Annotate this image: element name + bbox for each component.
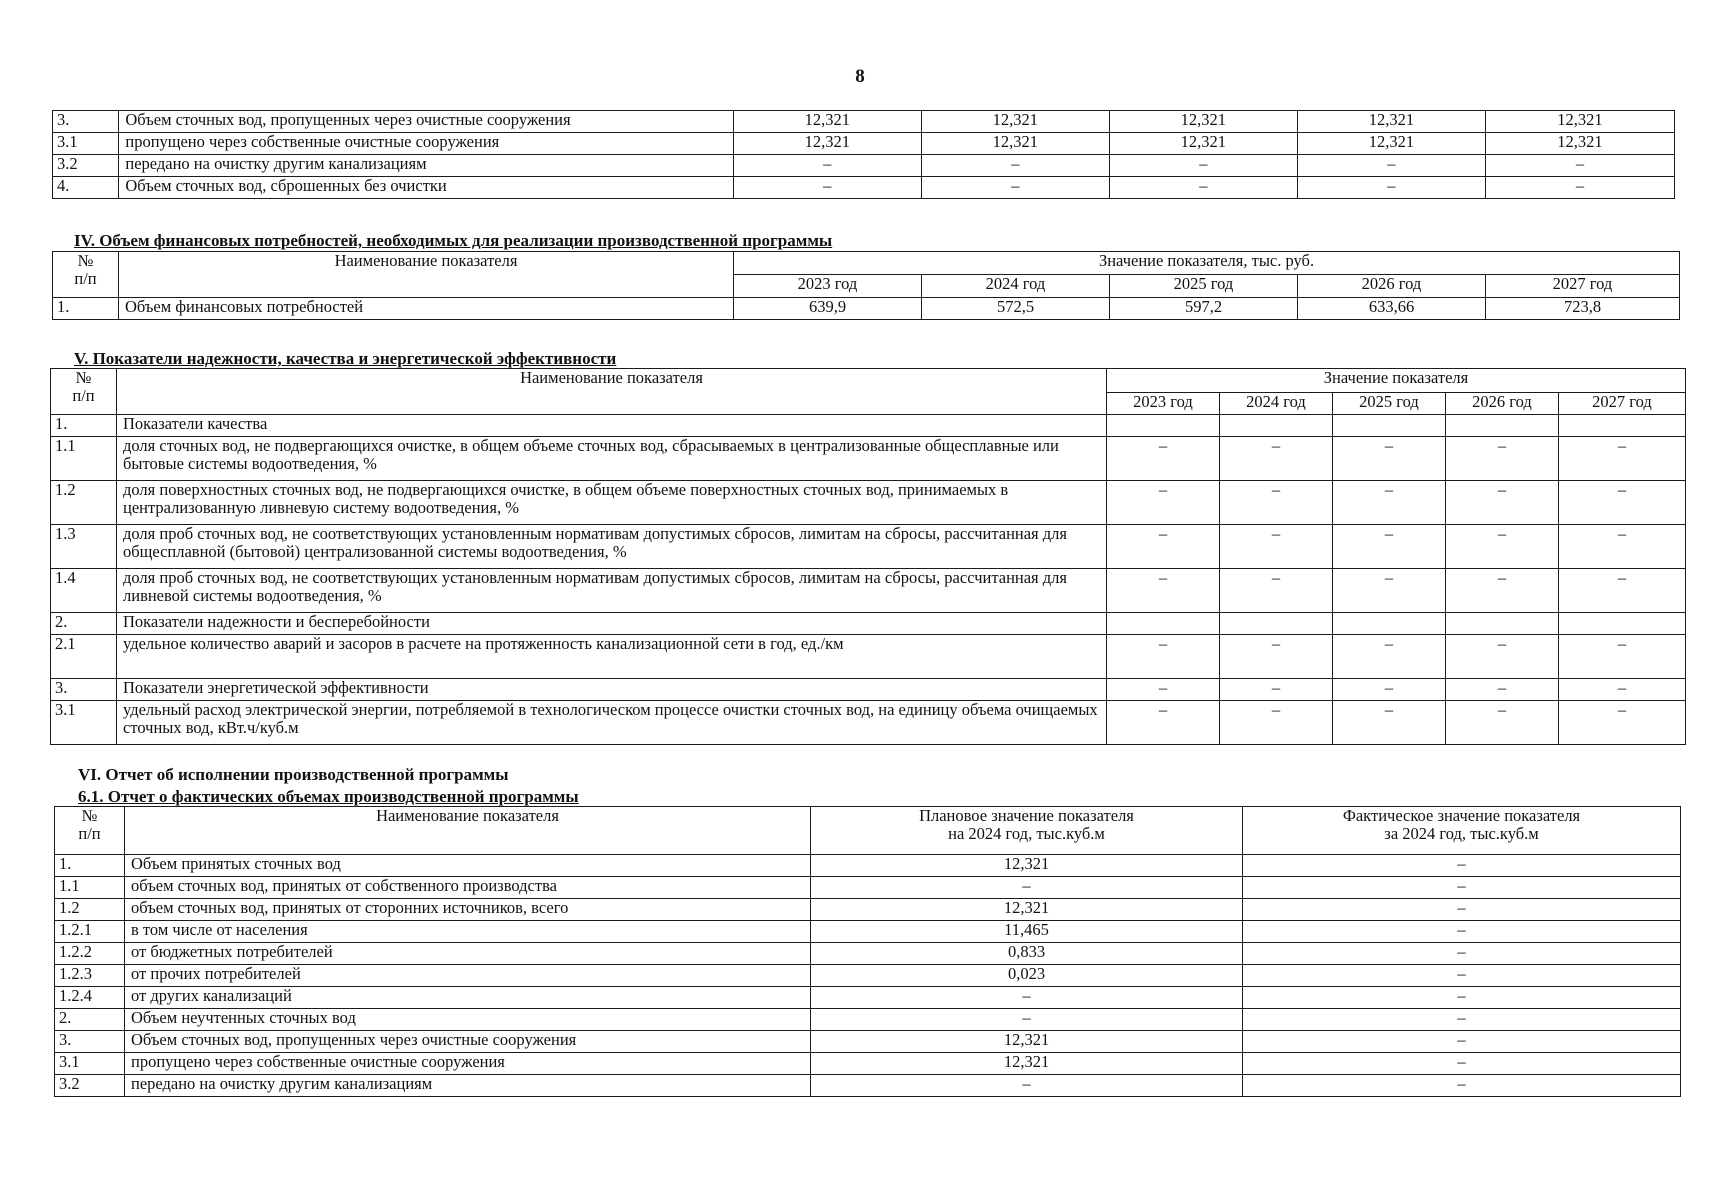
table-row — [51, 679, 1686, 701]
num-header: № п/п — [51, 369, 117, 415]
value-cell: – — [1446, 569, 1559, 613]
value-cell: – — [1220, 525, 1333, 569]
num-header: № п/п — [53, 252, 119, 298]
table-row — [51, 415, 1686, 437]
section-4-title: IV. Объем финансовых потребностей, необходимых для реализации производственной программы — [74, 231, 833, 250]
value-cell: – — [1107, 437, 1220, 481]
value-cell: 12,321 — [1297, 111, 1485, 133]
fact-value-cell: – — [1243, 987, 1681, 1009]
row-name: доля проб сточных вод, не соответствующих установленным нормативам допустимых сбросов, лимитам на сбросы, рассчитанная для ливневой системы водоотведения, % — [117, 569, 1107, 613]
table-row — [51, 635, 1686, 679]
row-name: от прочих потребителей — [125, 965, 811, 987]
row-name: Объем сточных вод, пропущенных через очистные сооружения — [119, 111, 733, 133]
row-number: 2. — [55, 1009, 125, 1031]
table-row — [51, 613, 1686, 635]
value-cell — [1220, 613, 1333, 635]
value-cell: – — [1446, 481, 1559, 525]
row-number: 1.2 — [51, 481, 117, 525]
fact-value-cell: – — [1243, 877, 1681, 899]
value-cell: – — [1220, 437, 1333, 481]
fact-value-cell: – — [1243, 965, 1681, 987]
value-cell: – — [1107, 525, 1220, 569]
value-cell: – — [1109, 177, 1297, 199]
value-cell: – — [1220, 481, 1333, 525]
row-name: передано на очистку другим канализациям — [119, 155, 733, 177]
fact-value-cell: – — [1243, 855, 1681, 877]
value-cell: – — [921, 177, 1109, 199]
value-cell: 572,5 — [922, 298, 1110, 320]
value-cell: – — [1107, 635, 1220, 679]
value-cell: – — [1333, 437, 1446, 481]
row-name: Объем неучтенных сточных вод — [125, 1009, 811, 1031]
value-cell: – — [1559, 437, 1686, 481]
section-6-1-subtitle: 6.1. Отчет о фактических объемах производственной программы — [78, 787, 579, 806]
table-row — [55, 1075, 1681, 1097]
row-name: удельное количество аварий и засоров в расчете на протяженность канализационной сети в год, ед./км — [117, 635, 1107, 679]
year-header: 2024 год — [922, 275, 1110, 298]
row-number: 3.2 — [55, 1075, 125, 1097]
value-cell: – — [1107, 481, 1220, 525]
row-name: от бюджетных потребителей — [125, 943, 811, 965]
row-name: Показатели надежности и бесперебойности — [117, 613, 1107, 635]
value-cell: – — [1333, 635, 1446, 679]
row-name: доля проб сточных вод, не соответствующих установленным нормативам допустимых сбросов, лимитам на сбросы, рассчитанная для общесплавной (бытовой) централизованной системы водоотведения, % — [117, 525, 1107, 569]
fact-value-cell: – — [1243, 921, 1681, 943]
row-name: Объем сточных вод, сброшенных без очистки — [119, 177, 733, 199]
value-cell: – — [1559, 481, 1686, 525]
plan-header: Плановое значение показателя на 2024 год, тыс.куб.м — [811, 807, 1243, 855]
row-name: объем сточных вод, принятых от собственного производства — [125, 877, 811, 899]
value-cell: – — [1297, 177, 1485, 199]
year-header: 2025 год — [1110, 275, 1298, 298]
row-number: 1.3 — [51, 525, 117, 569]
value-cell: – — [1446, 525, 1559, 569]
row-number: 1.2.3 — [55, 965, 125, 987]
value-cell: 633,66 — [1298, 298, 1486, 320]
year-header: 2023 год — [734, 275, 922, 298]
value-cell: 12,321 — [1485, 111, 1674, 133]
table-row — [55, 987, 1681, 1009]
value-cell: – — [1446, 437, 1559, 481]
row-name: пропущено через собственные очистные сооружения — [119, 133, 733, 155]
table-row — [53, 177, 1675, 199]
plan-value-cell: 0,023 — [811, 965, 1243, 987]
row-number: 1.2.1 — [55, 921, 125, 943]
value-cell: 12,321 — [1109, 133, 1297, 155]
value-cell: – — [1220, 679, 1333, 701]
table-row — [55, 855, 1681, 877]
year-header: 2027 год — [1559, 393, 1686, 415]
row-name: доля поверхностных сточных вод, не подвергающихся очистке, в общем объеме поверхностных сточных вод, принимаемых в централизованную ливневую систему водоотведения, % — [117, 481, 1107, 525]
row-number: 1.1 — [55, 877, 125, 899]
plan-value-cell: 12,321 — [811, 1031, 1243, 1053]
num-header: № п/п — [55, 807, 125, 855]
row-name: передано на очистку другим канализациям — [125, 1075, 811, 1097]
row-number: 3. — [53, 111, 119, 133]
value-cell: – — [1220, 701, 1333, 745]
value-cell: 12,321 — [733, 133, 921, 155]
value-group-header: Значение показателя, тыс. руб. — [734, 252, 1680, 275]
table-row — [51, 481, 1686, 525]
table-row — [53, 133, 1675, 155]
value-cell: 639,9 — [734, 298, 922, 320]
row-number: 3. — [51, 679, 117, 701]
row-number: 1.4 — [51, 569, 117, 613]
continued-volume-table — [52, 110, 1675, 199]
financial-needs-table — [52, 251, 1680, 320]
value-group-header: Значение показателя — [1107, 369, 1686, 393]
value-cell — [1107, 415, 1220, 437]
value-cell: – — [1333, 569, 1446, 613]
value-cell: – — [1333, 525, 1446, 569]
table-row — [53, 111, 1675, 133]
row-name: пропущено через собственные очистные сооружения — [125, 1053, 811, 1075]
value-cell: 12,321 — [1485, 133, 1674, 155]
value-cell: – — [733, 177, 921, 199]
year-header: 2026 год — [1298, 275, 1486, 298]
value-cell: – — [1220, 635, 1333, 679]
value-cell: – — [1333, 481, 1446, 525]
row-number: 2.1 — [51, 635, 117, 679]
row-number: 1.1 — [51, 437, 117, 481]
reliability-quality-table — [50, 368, 1686, 745]
row-name: доля сточных вод, не подвергающихся очистке, в общем объеме сточных вод, сбрасываемых в централизованные общесплавные или бытовые системы водоотведения, % — [117, 437, 1107, 481]
row-number: 1.2 — [55, 899, 125, 921]
name-header: Наименование показателя — [125, 807, 811, 855]
section-5-title: V. Показатели надежности, качества и энергетической эффективности — [74, 349, 617, 368]
year-header: 2023 год — [1107, 393, 1220, 415]
year-header: 2026 год — [1446, 393, 1559, 415]
table-row — [55, 1053, 1681, 1075]
table-row — [53, 155, 1675, 177]
value-cell — [1220, 415, 1333, 437]
plan-value-cell: – — [811, 1075, 1243, 1097]
table-row — [51, 701, 1686, 745]
value-cell: – — [921, 155, 1109, 177]
value-cell: – — [1446, 679, 1559, 701]
fact-value-cell: – — [1243, 1009, 1681, 1031]
row-name: удельный расход электрической энергии, потребляемой в технологическом процессе очистки сточных вод, на единицу объема очищаемых сточных вод, кВт.ч/куб.м — [117, 701, 1107, 745]
plan-value-cell: 12,321 — [811, 1053, 1243, 1075]
actual-volumes-table — [54, 806, 1681, 1097]
value-cell: 597,2 — [1110, 298, 1298, 320]
value-cell — [1446, 613, 1559, 635]
value-cell: – — [1446, 701, 1559, 745]
value-cell: – — [1107, 569, 1220, 613]
row-name: объем сточных вод, принятых от сторонних источников, всего — [125, 899, 811, 921]
value-cell: – — [1485, 177, 1674, 199]
row-name: Объем сточных вод, пропущенных через очистные сооружения — [125, 1031, 811, 1053]
row-name: в том числе от населения — [125, 921, 811, 943]
value-cell: 12,321 — [921, 133, 1109, 155]
value-cell: – — [1559, 525, 1686, 569]
value-cell: – — [1559, 569, 1686, 613]
row-number: 1.2.4 — [55, 987, 125, 1009]
name-header: Наименование показателя — [119, 252, 734, 298]
value-cell: 723,8 — [1486, 298, 1680, 320]
fact-value-cell: – — [1243, 1053, 1681, 1075]
section-6-title: VI. Отчет об исполнении производственной программы — [78, 765, 509, 784]
plan-value-cell: 11,465 — [811, 921, 1243, 943]
value-cell: – — [1107, 701, 1220, 745]
table-row — [55, 965, 1681, 987]
row-number: 4. — [53, 177, 119, 199]
table-row — [55, 921, 1681, 943]
value-cell: 12,321 — [1297, 133, 1485, 155]
year-header: 2025 год — [1333, 393, 1446, 415]
row-name: Показатели качества — [117, 415, 1107, 437]
row-number: 3.2 — [53, 155, 119, 177]
plan-value-cell: – — [811, 877, 1243, 899]
value-cell: – — [1559, 679, 1686, 701]
value-cell: – — [1109, 155, 1297, 177]
table-row — [51, 525, 1686, 569]
value-cell: – — [1333, 679, 1446, 701]
value-cell: 12,321 — [1109, 111, 1297, 133]
value-cell — [1333, 613, 1446, 635]
table-row — [53, 298, 1680, 320]
value-cell — [1559, 613, 1686, 635]
value-cell: – — [1446, 635, 1559, 679]
fact-value-cell: – — [1243, 899, 1681, 921]
row-number: 3.1 — [51, 701, 117, 745]
table-row — [55, 1009, 1681, 1031]
table-row — [55, 1031, 1681, 1053]
plan-value-cell: 12,321 — [811, 899, 1243, 921]
value-cell: – — [1559, 635, 1686, 679]
value-cell: – — [1485, 155, 1674, 177]
row-name: Показатели энергетической эффективности — [117, 679, 1107, 701]
plan-value-cell: – — [811, 987, 1243, 1009]
value-cell: – — [1220, 569, 1333, 613]
row-name: Объем финансовых потребностей — [119, 298, 734, 320]
row-number: 1.2.2 — [55, 943, 125, 965]
year-header: 2024 год — [1220, 393, 1333, 415]
fact-header: Фактическое значение показателя за 2024 год, тыс.куб.м — [1243, 807, 1681, 855]
value-cell: – — [1559, 701, 1686, 745]
table-row — [51, 569, 1686, 613]
fact-value-cell: – — [1243, 1075, 1681, 1097]
value-cell: – — [1333, 701, 1446, 745]
row-number: 1. — [53, 298, 119, 320]
value-cell — [1559, 415, 1686, 437]
table-row — [51, 437, 1686, 481]
table-row — [55, 877, 1681, 899]
value-cell: – — [733, 155, 921, 177]
table-row — [55, 943, 1681, 965]
plan-value-cell: – — [811, 1009, 1243, 1031]
row-number: 3.1 — [53, 133, 119, 155]
plan-value-cell: 12,321 — [811, 855, 1243, 877]
table-row — [55, 899, 1681, 921]
value-cell: – — [1297, 155, 1485, 177]
value-cell: 12,321 — [733, 111, 921, 133]
row-name: от других канализаций — [125, 987, 811, 1009]
value-cell — [1107, 613, 1220, 635]
year-header: 2027 год — [1486, 275, 1680, 298]
row-number: 3. — [55, 1031, 125, 1053]
value-cell — [1333, 415, 1446, 437]
row-number: 1. — [51, 415, 117, 437]
fact-value-cell: – — [1243, 1031, 1681, 1053]
value-cell: – — [1107, 679, 1220, 701]
name-header: Наименование показателя — [117, 369, 1107, 415]
row-name: Объем принятых сточных вод — [125, 855, 811, 877]
fact-value-cell: – — [1243, 943, 1681, 965]
value-cell: 12,321 — [921, 111, 1109, 133]
row-number: 1. — [55, 855, 125, 877]
value-cell — [1446, 415, 1559, 437]
plan-value-cell: 0,833 — [811, 943, 1243, 965]
row-number: 3.1 — [55, 1053, 125, 1075]
page-number: 8 — [855, 66, 865, 87]
row-number: 2. — [51, 613, 117, 635]
